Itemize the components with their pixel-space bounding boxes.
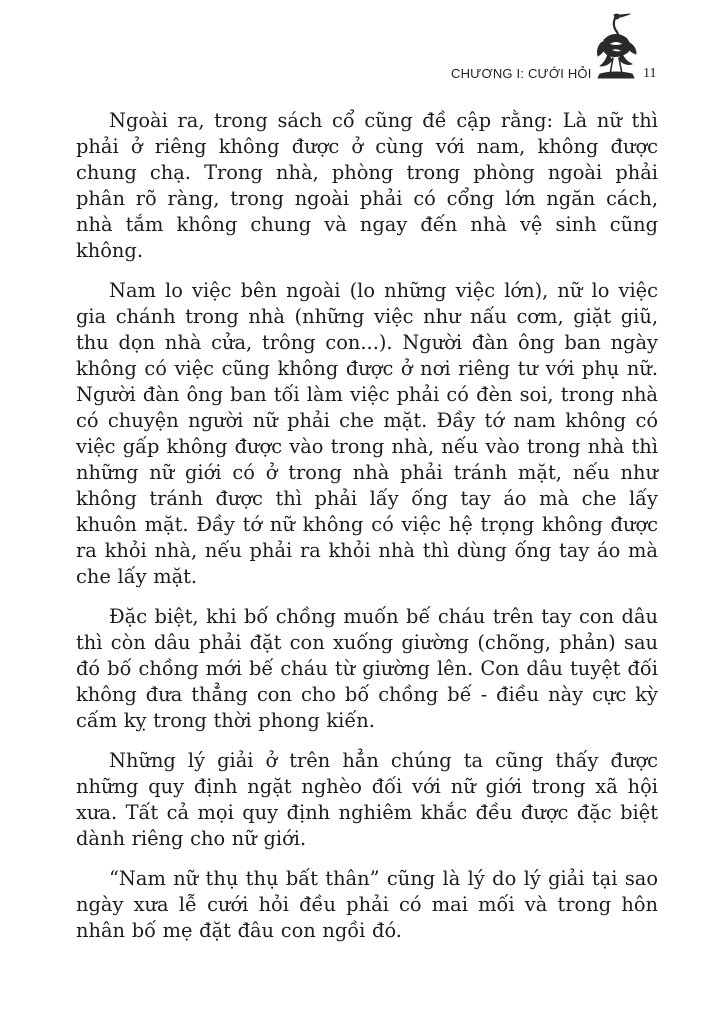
body-text <box>76 108 658 958</box>
paragraph: Những lý giải ở trên hẳn chúng ta cũng thấy được những quy định ngặt nghèo đối với nữ giới trong xã hội xưa. Tất cả mọi quy định nghiêm khắc đều được đặc biệt dành riêng cho nữ giới. <box>76 749 658 850</box>
paragraph: “Nam nữ thụ thụ bất thân” cũng là lý do lý giải tại sao ngày xưa lễ cưới hỏi đều phải có mai mối và trong hôn nhân bố mẹ đặt đâu con ngồi đó. <box>76 867 658 942</box>
paragraph: Nam lo việc bên ngoài (lo những việc lớn), nữ lo việc gia chánh trong nhà (những việc như nấu cơm, giặt giũ, thu dọn nhà cửa, trông con...). Người đàn ông ban ngày không có việc cũng không được ở nơi riêng tư với phụ nữ. Người đàn ông ban tối làm việc phải có đèn soi, trong nhà có chuyện người nữ phải che mặt. Đầy tớ nam không có việc gấp không được vào trong nhà, nếu vào trong nhà thì những nữ giới có ở trong nhà phải tránh mặt, nếu như không tránh được thì phải lấy ống tay áo mà che lấy khuôn mặt. Đầy tớ nữ không có việc hệ trọng không được ra khỏi nhà, nếu phải ra khỏi nhà thì dùng ống tay áo mà che lấy mặt. <box>76 279 658 588</box>
chapter-title: CHƯƠNG I: CƯỚI HỎI <box>451 66 592 81</box>
paragraph: Đặc biệt, khi bố chồng muốn bế cháu trên tay con dâu thì còn dâu phải đặt con xuống giường (chõng, phản) sau đó bố chồng mới bế cháu từ giường lên. Con dâu tuyệt đối không đưa thẳng con cho bố chồng bế - điều này cực kỳ cấm kỵ trong thời phong kiến. <box>76 605 658 732</box>
running-header <box>440 62 670 86</box>
paragraph: Ngoài ra, trong sách cổ cũng đề cập rằng: Là nữ thì phải ở riêng không được ở cùng với nam, không được chung chạ. Trong nhà, phòng trong phòng ngoài phải phân rõ ràng, trong ngoài phải có cổng lớn ngăn cách, nhà tắm không chung và ngay đến nhà vệ sinh cũng không. <box>76 109 658 262</box>
page-number: 11 <box>643 66 657 81</box>
